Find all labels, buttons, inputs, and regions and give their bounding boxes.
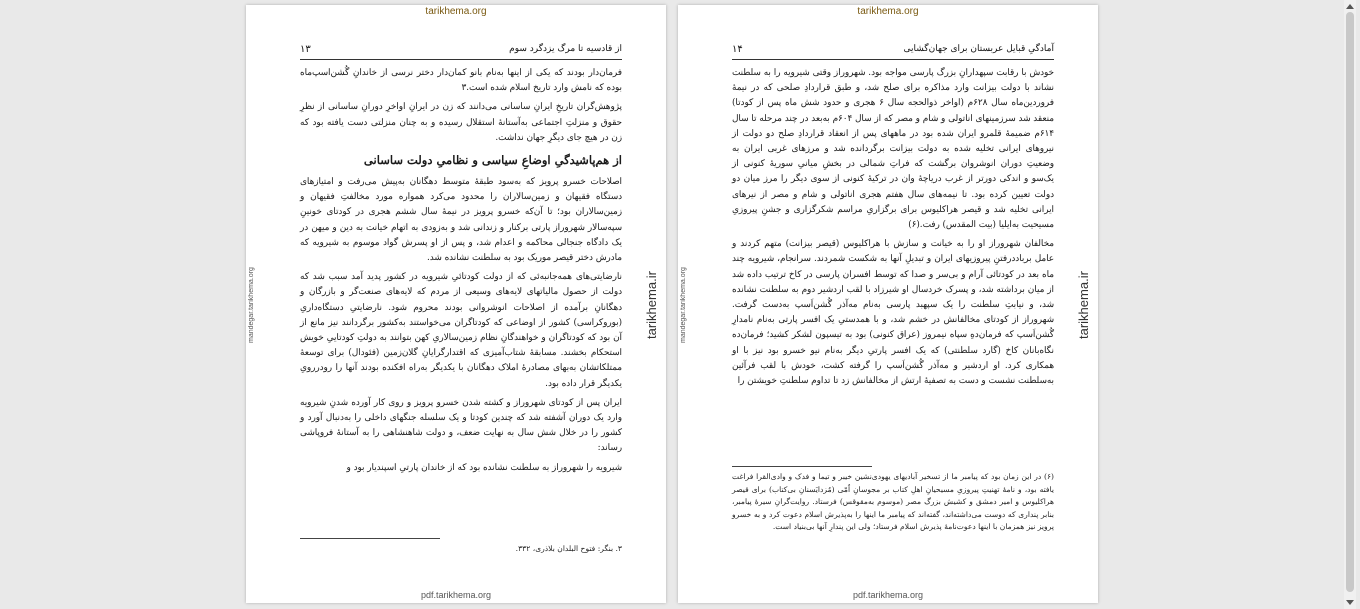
running-header — [300, 43, 622, 60]
site-watermark-bottom: pdf.tarikhema.org — [420, 590, 492, 600]
paragraph: خودش با رقابت سپهدارانِ بزرگ پارسی مواجه بود. شهروراز وقتی شیرویه را به سلطنت نشاند با دولت بیزانت وارد مذاکره برای صلح شد، و طبق قراردادِ صلحی که در نیمهٔ فروردین‌ماه سال ۶۲۸م (اواخر ذوالحجه سال ۶ هجری و حدود شش ماه پس از کودتا) منعقد شد سرزمینهای اناتولی و شام و مصر که از سال ۶۰۴م به‌بعد در چند مرحله تا سال ۶۱۴م ضمیمهٔ قلمرو ایران شده بود در ماههای پس از انعقاد قراردادِ صلح دو دولت از نیروهای ایرانی تخلیه شده به دولت بیزانت برگردانده شد و مرزهای غربی ایران به وضعیتِ دوران انوشروان برگشت که فراتِ شمالی در بخشِ میانیِ سوریهٔ کنونی از یک‌سو و اندکی دورتر از غرب دریاچهٔ وان در ترکیهٔ کنونی از سوی دیگر را مرز میان دو دولت تعیین کرده بود. تا نیمه‌های سال هفتم هجری اناتولی و شام و مصر از نیرهای ایرانی تخلیه شد و قیصر هراکلیوس برای برگزاریِ مراسم شکرگزاری و جشنِ پیروزیِ مسیحیت به‌ایلیا (بیت المقدس) رفت.(۶) — [732, 68, 1054, 231]
section-heading: از هم‌پاشیدگیِ اوضاعِ سیاسی و نظامیِ دولت ساسانی — [363, 153, 622, 168]
side-watermark-tarikhema: tarikhema.ir — [644, 271, 659, 339]
page-number: ۱۴ — [732, 44, 743, 55]
document-page-13 — [246, 5, 666, 603]
running-header — [732, 43, 1054, 60]
page-body — [300, 66, 622, 480]
footnote-separator — [300, 538, 440, 539]
scrollbar-thumb[interactable] — [1346, 12, 1354, 592]
scroll-down-arrow-icon[interactable] — [1346, 600, 1354, 605]
paragraph: نارضایتی‌های همه‌جانبه‌ئی که از دولت کودتائیِ شیرویه در کشور پدید آمد سبب شد که دولت از حصول مالیاتهای لایه‌های وسیعی از مردم که لایه‌های صنعت‌گر و بازرگان و دهگانانِ برآمده از اصلاحات انوشروانی بودند محروم شود. نارضایتیِ دستگاه‌داریِ (بوروکراسی) کشور از اوضاعی که کودتاگران می‌خواستند به‌کشور برگردانند نیز مانع از آن بود که کودتاگران و خواهندگانِ نظام زمین‌سالاریِ کهن بتوانند به دولتِ کودتاییِ خویش استحکام بخشند. مسابقهٔ شتاب‌آمیزی که اقتدارگرایانِ گلان‌زمین (فئودال) برای توسعهٔ ممتلکاتشان به‌بهای مصادرهٔ املاک دهگانان با یکدیگر به‌راه افکنده بودند آنها را رودررویِ یکدیگر قرار داده بود. — [300, 272, 622, 389]
chapter-title: آمادگیِ قبایل عربستان برای جهان‌گشایی — [903, 44, 1054, 54]
paragraph: شیرویه را شهروراز به سلطنت نشانده بود که از خاندان پارتیِ اسپندیار بود و — [346, 462, 622, 473]
chapter-title: از قادسیه تا مرگ یزدگرد سوم — [509, 44, 622, 54]
site-watermark-bottom: pdf.tarikhema.org — [852, 590, 924, 600]
page-number: ۱۳ — [300, 44, 311, 55]
paragraph: پژوهش‌گران تاریخِ ایرانِ ساسانی می‌دانند که زن در ایرانِ اواخرِ دورانِ ساسانی از نظرِ حقوق و منزلتِ اجتماعی به‌آستانهٔ استقلال رسیده و به‌ چنان منزلتی دست یافته بود که زن در هیچ‌ جای دیگرِ جهان نداشت. — [300, 102, 622, 143]
paragraph: فرمان‌دار بودند که یکی از اینها به‌نام بانو کمان‌دار دختر نرسی از خاندانِ گُشن‌اسپ‌ماه بوده که نامش وارد تاریخ اسلام شده است.۳ — [300, 68, 622, 94]
scroll-up-arrow-icon[interactable] — [1346, 4, 1354, 9]
site-watermark-top: tarikhema.org — [857, 6, 919, 17]
paragraph: اصلاحات خسرو پرویز که به‌سود طبقهٔ متوسط دهگانان به‌پیش می‌رفت و امتیازهای دستگاه فقیهان و زمین‌سالاران را محدود می‌کرد همواره مورد مخالفتِ فقیهان و زمین‌سالاران بود؛ تا آن‌که خسرو پرویز در نیمهٔ سال ششم هجری در کودتای خونینِ سپه‌سالار شهروراز پارتی برکنار و زندانی شد و به‌زودی به اتهام خیانت به دین و میهن در یک دادگاه جنجالی محاکمه و اعدام شد، و پس از او پسرش گواد موسوم به شیرویه که مادرش دختر قیصر موریک بود به سلطنت نشانده شد. — [300, 177, 622, 264]
document-page-14 — [678, 5, 1098, 603]
footnote-separator — [732, 466, 872, 467]
page-body — [732, 66, 1054, 393]
side-watermark-mandegar: mandegar.tarikhema.org — [248, 267, 255, 343]
side-watermark-tarikhema: tarikhema.ir — [1076, 271, 1091, 339]
footnote: ۳. بنگر: فتوح البلدان بلاذری، ۳۳۲. — [515, 544, 622, 553]
vertical-scrollbar[interactable] — [1344, 0, 1356, 609]
site-watermark-top: tarikhema.org — [425, 6, 487, 17]
paragraph: مخالفان شهروراز او را به خیانت و سازش با هراکلیوس (قیصر بیزانت) متهم کردند و عامل برباددرفتنِ پیروزیهای ایران و تبدیلِ آنها به شکست شمردند. سرانجام، شیرویه چند ماه بعد در کودتائی آرام و بی‌سر و صدا که توسط افسران پارسی در کاخ ترتیب داده شد از میان برداشته شد، و پسرک خردسال او شیرزاد با لقب اردشیر دوم به سلطنت نشانده شد، و نیابتِ سلطنت را یک سپهبد پارسی به‌نام مه‌آذر گُشن‌اَسپ به‌دست گرفت. شهروراز از کودتای مخالفانش در خشم شد، و با همدستیِ یک افسر پارتی به‌نام نامدارِ گُشن‌اَسپ که فرمان‌دهِ سپاه نیمروز (عراق کنونی) بود به تیسپون لشکر کشید؛ فرمان‌ده نگاه‌بانان کاخ (گارد سلطنتی) که یک افسر پارتیِ دیگر به‌نام نیو خسرو بود نیز با او همکاری کرد. او اردشیر و مه‌آذر گُشن‌اَسپ را گرفته کشت، خودش با لقب فرآئین به‌سلطنت نشست و دست به تصفیهٔ ارتش از مخالفانش زد تا تداوم سلطنتِ خویشتن را — [732, 239, 1054, 387]
paragraph: ایران پس از کودتای شهروراز و کشته شدن خسرو پرویز و روی کار آورده شدنِ شیرویه وارد یک دوران آشفته شد که چندین کودتا و یک سلسله جنگهای داخلی را به‌دنبال آورد و کشور را در خلال شش سال به نهایت ضعف، و دولت شاهنشاهی را به آستانهٔ فروپاشی رساند: — [300, 397, 622, 454]
footnote: (۶) در این زمان بود که پیامبر ما از تسخیر آبادیهای یهودی‌نشین خیبر و تیما و فدک و وادی‌القرا فراغت یافته بود، و نامهٔ تهنیتِ پیروزیِ مسیحیانِ اهلِ کتاب بر مجوسانِ اُمّی (مُزدایَسنانِ بی‌کتاب) برای قیصر هراکلیوس و امیر دمشق و کشیش بزرگ مصر (موسوم به‌مقوقس) فرستاد. روایت‌گرانِ سیرهٔ پیامبر، بنابر پنداری که دوست می‌داشته‌اند، گفته‌اند که پیامبر ما اینها را به‌پذیرش اسلام دعوت کرد و به خسرو پرویز نیز همزمان با اینها دعوت‌نامهٔ پذیرش اسلام فرستاد؛ ولی این پندارِ آنها بی‌بنیاد است. — [732, 472, 1054, 532]
side-watermark-mandegar: mandegar.tarikhema.org — [680, 267, 687, 343]
